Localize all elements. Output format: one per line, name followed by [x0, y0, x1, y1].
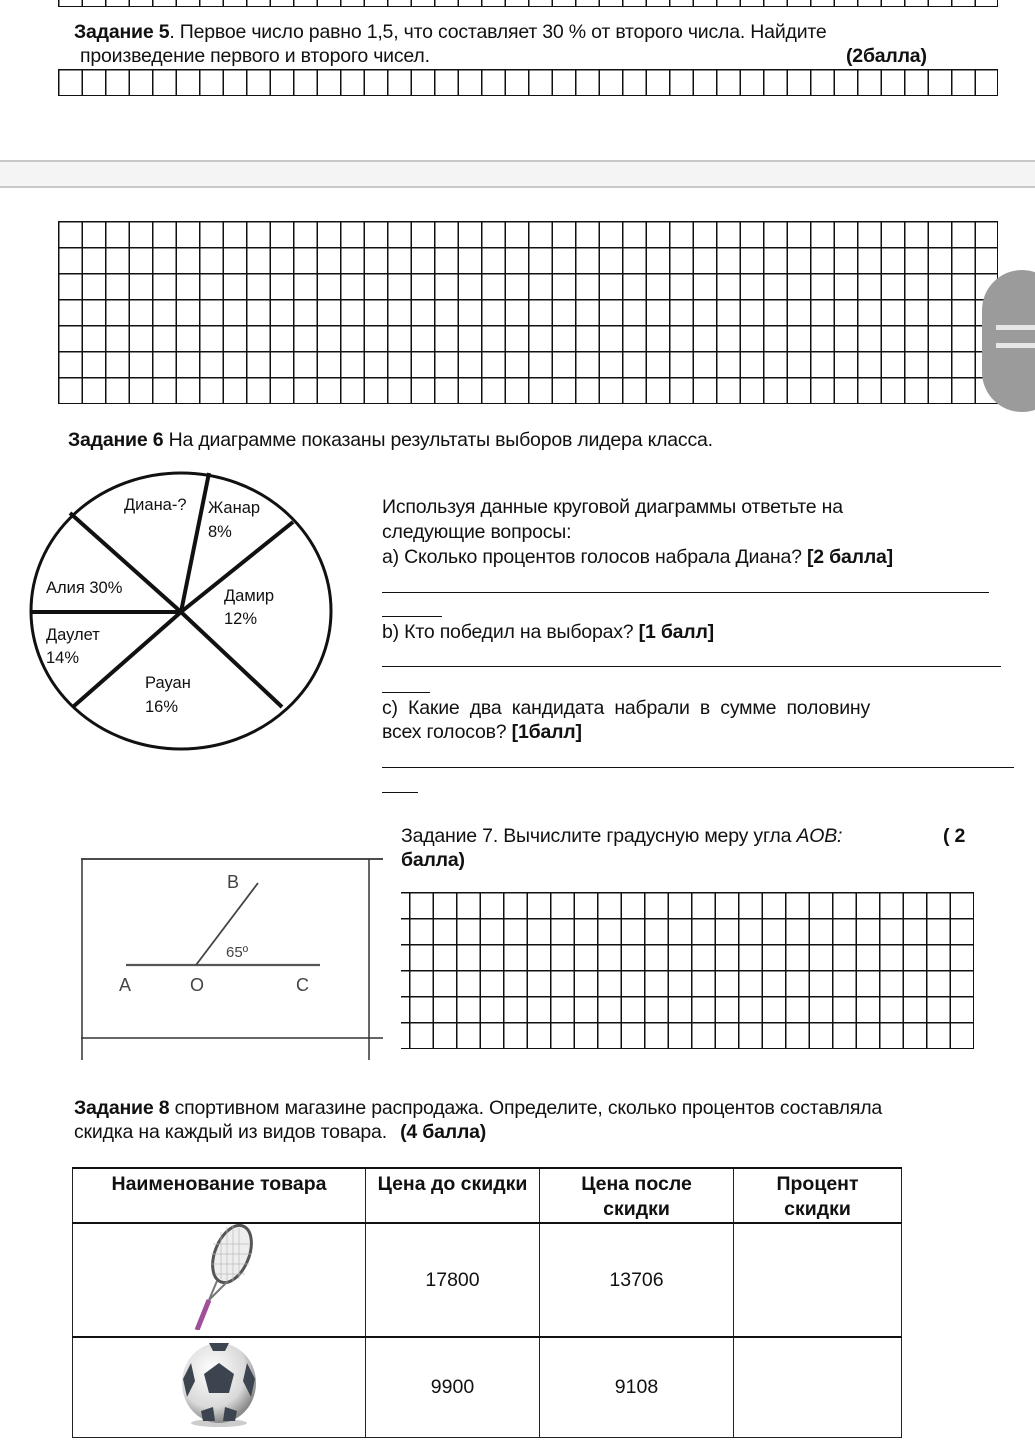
answer-line-a-cont[interactable] [382, 616, 442, 617]
question-b [382, 620, 714, 644]
soccer-ball-icon [179, 1341, 259, 1427]
pie-label-rauan-pct: 16% [145, 698, 179, 716]
previous-answer-grid-edge [58, 0, 998, 7]
drag-grip-icon [996, 325, 1035, 330]
price-before-cell: 9900 [366, 1337, 540, 1437]
task8-label: Задание 8 [74, 1097, 170, 1119]
table-row [73, 1337, 902, 1437]
task6-intro-line2: следующие вопросы: [382, 521, 572, 543]
answer-line-a[interactable] [382, 592, 989, 593]
table-row [73, 1223, 902, 1337]
page-separator [0, 160, 1035, 188]
pie-label-zhanar-name: Жанар [208, 499, 261, 517]
price-after-cell: 9108 [540, 1337, 734, 1437]
answer-line-c-cont[interactable] [382, 792, 418, 793]
task7-grid-left-edge [409, 892, 410, 1049]
task7-points-2: балла) [401, 849, 465, 871]
task6-text: На диаграмме показаны результаты выборов лидера класса. [163, 429, 713, 451]
angle-value-label: 65º [226, 944, 249, 961]
task8-points: (4 балла) [400, 1121, 487, 1143]
task5-answer-grid[interactable] [58, 69, 998, 96]
task6-label: Задание 6 [68, 429, 164, 451]
item-cell [73, 1337, 366, 1437]
point-o-label: O [190, 975, 205, 995]
task6-intro-line1: Используя данные круговой диаграммы ответьте на [382, 496, 843, 518]
price-after-cell: 13706 [540, 1223, 734, 1337]
pie-label-diana: Диана-? [124, 496, 187, 514]
election-pie-chart [0, 460, 360, 760]
answer-line-c[interactable] [382, 767, 1014, 768]
pie-label-damir-name: Дамир [224, 587, 275, 605]
table-header-row [73, 1168, 902, 1223]
discount-percent-cell[interactable] [734, 1223, 902, 1337]
angle-diagram [75, 850, 385, 1060]
pie-label-damir-pct: 12% [224, 610, 258, 628]
drag-grip-icon [996, 343, 1035, 348]
point-b-label: B [227, 872, 240, 892]
header-price-before: Цена до скидки [366, 1168, 540, 1223]
question-a-points: [2 балла] [806, 546, 893, 568]
scroll-handle[interactable] [982, 270, 1035, 412]
task5-points: (2балла) [846, 45, 927, 67]
pie-label-daulet-pct: 14% [46, 649, 80, 667]
pie-label-zhanar-pct: 8% [208, 523, 232, 541]
tennis-racket-icon [169, 1224, 269, 1330]
task8-line2 [74, 1120, 486, 1144]
discount-percent-cell[interactable] [734, 1337, 902, 1437]
question-c-line2 [382, 720, 582, 744]
question-c-line1: c) Какие два кандидата набрали в сумме половину [382, 697, 871, 719]
answer-line-b-cont[interactable] [382, 692, 430, 693]
task6-heading [68, 428, 713, 452]
task7-heading [401, 824, 842, 848]
answer-line-b[interactable] [382, 666, 1001, 667]
price-before-cell: 17800 [366, 1223, 540, 1337]
point-c-label: C [296, 975, 309, 995]
work-grid[interactable] [58, 221, 998, 404]
task8-line1 [74, 1096, 882, 1120]
question-c-points: [1балл] [511, 721, 582, 743]
discount-table [72, 1167, 902, 1438]
question-c-text: всех голосов? [382, 721, 507, 743]
task8-text: спортивном магазине распродажа. Определите, сколько процентов составляла [169, 1097, 883, 1119]
task5-line2: произведение первого и второго чисел. [80, 45, 430, 67]
pie-label-aliya: Алия 30% [46, 579, 123, 597]
pie-label-rauan-name: Рауан [145, 674, 191, 692]
task5-label: Задание 5 [74, 21, 170, 43]
task7-points-1: ( 2 [943, 825, 966, 847]
task7-angle-name: AOB: [796, 825, 843, 847]
task5-line1 [74, 20, 827, 44]
item-cell [73, 1223, 366, 1337]
question-b-points: [1 балл] [638, 621, 714, 643]
question-b-text: b) Кто победил на выборах? [382, 621, 634, 643]
header-discount-percent: Процент скидки [734, 1168, 902, 1223]
task8-text-2: скидка на каждый из видов товара. [74, 1121, 387, 1143]
task5-text: . Первое число равно 1,5, что составляет 30 % от второго числа. Найдите [169, 21, 827, 43]
task7-answer-grid[interactable] [401, 892, 974, 1049]
point-a-label: A [119, 975, 132, 995]
question-a [382, 545, 893, 569]
question-a-text: а) Сколько процентов голосов набрала Диана? [382, 546, 802, 568]
pie-label-daulet-name: Даулет [46, 626, 100, 644]
header-item-name: Наименование товара [73, 1168, 366, 1223]
header-price-after: Цена после скидки [540, 1168, 734, 1223]
task7-text: Задание 7. Вычислите градусную меру угла [401, 825, 797, 847]
